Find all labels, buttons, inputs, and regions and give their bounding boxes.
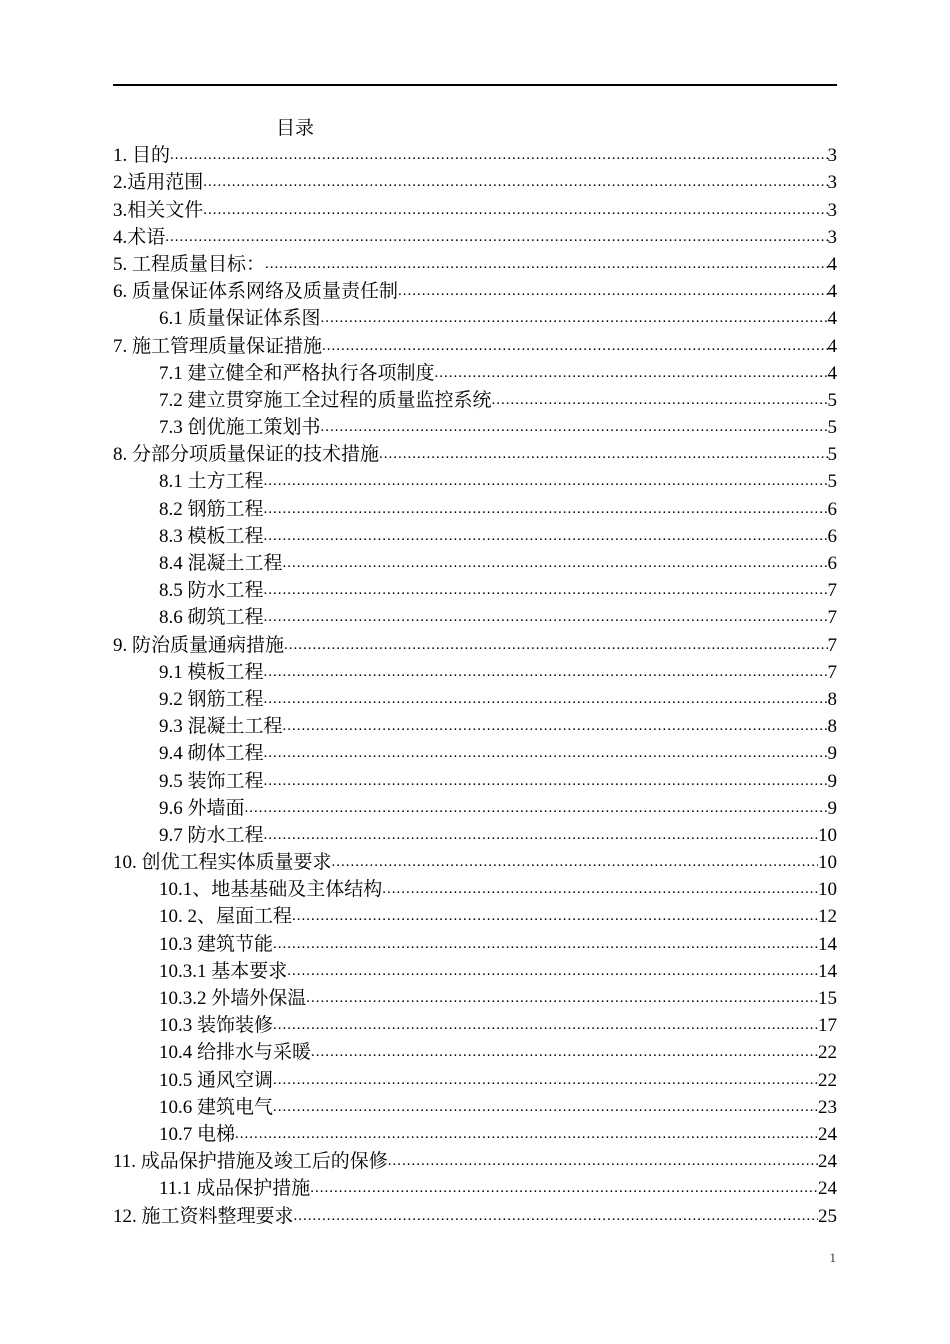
dot-leader — [283, 553, 828, 573]
toc-entry-label: 2.适用范围 — [113, 172, 204, 194]
toc-entry-page: 9 — [827, 743, 837, 765]
dot-leader — [264, 526, 828, 546]
toc-entry-label: 4.术语 — [113, 226, 166, 248]
dot-leader — [273, 934, 818, 954]
dot-leader — [294, 1206, 818, 1226]
toc-entry[interactable] — [113, 331, 837, 358]
toc-entry-page: 25 — [818, 1205, 837, 1227]
toc-entry-label: 7.3 创优施工策划书 — [159, 417, 321, 439]
toc-entry[interactable] — [113, 1147, 837, 1174]
toc-entry[interactable] — [113, 168, 837, 195]
toc-entry[interactable] — [113, 359, 837, 386]
toc-entry-label: 7.2 建立贯穿施工全过程的质量监控系统 — [159, 389, 492, 411]
toc-entry[interactable] — [113, 929, 837, 956]
toc-entry[interactable] — [113, 658, 837, 685]
toc-entry[interactable] — [113, 223, 837, 250]
toc-entry-label: 7. 施工管理质量保证措施 — [113, 335, 323, 357]
toc-entry-page: 5 — [827, 389, 837, 411]
toc-entry-label: 10.6 建筑电气 — [159, 1096, 274, 1118]
toc-entry-label: 10. 2、屋面工程 — [159, 906, 293, 928]
toc-entry-page: 5 — [827, 417, 837, 439]
dot-leader — [235, 1124, 818, 1144]
toc-entry-label: 8. 分部分项质量保证的技术措施 — [113, 444, 380, 466]
dot-leader — [264, 662, 828, 682]
dot-leader — [264, 743, 828, 763]
toc-entry-page: 9 — [827, 797, 837, 819]
toc-entry-label: 10.5 通风空调 — [159, 1069, 274, 1091]
dot-leader — [170, 145, 827, 165]
toc-entry-page: 14 — [818, 933, 837, 955]
dot-leader — [165, 227, 827, 247]
toc-entry[interactable] — [113, 277, 837, 304]
toc-entry-label: 11.1 成品保护措施 — [159, 1178, 311, 1200]
dot-leader — [292, 906, 818, 926]
toc-entry-label: 8.2 钢筋工程 — [159, 498, 264, 520]
toc-entry-label: 10.3 建筑节能 — [159, 933, 274, 955]
toc-entry-label: 10. 创优工程实体质量要求 — [113, 852, 332, 874]
toc-entry-label: 9.1 模板工程 — [159, 661, 264, 683]
dot-leader — [321, 417, 828, 437]
toc-entry-label: 9.6 外墙面 — [159, 797, 245, 819]
toc-entry-page: 10 — [818, 824, 837, 846]
toc-entry-page: 4 — [827, 253, 837, 275]
toc-entry[interactable] — [113, 522, 837, 549]
dot-leader — [273, 1015, 818, 1035]
toc-entry-label: 3.相关文件 — [113, 199, 204, 221]
toc-entry[interactable] — [113, 766, 837, 793]
toc-entry-page: 5 — [827, 471, 837, 493]
toc-entry[interactable] — [113, 957, 837, 984]
header-rule — [113, 84, 837, 86]
toc-entry[interactable] — [113, 1065, 837, 1092]
toc-entry[interactable] — [113, 821, 837, 848]
dot-leader — [273, 1070, 818, 1090]
toc-entry-label: 9.7 防水工程 — [159, 824, 264, 846]
dot-leader — [264, 499, 828, 519]
dot-leader — [273, 1097, 818, 1117]
toc-entry-label: 9.5 装饰工程 — [159, 770, 264, 792]
toc-entry[interactable] — [113, 1093, 837, 1120]
toc-entry[interactable] — [113, 549, 837, 576]
toc-entry-page: 8 — [827, 688, 837, 710]
toc-entry-label: 10.3.1 基本要求 — [159, 960, 288, 982]
toc-entry[interactable] — [113, 1201, 837, 1228]
toc-entry-page: 4 — [827, 308, 837, 330]
toc-entry-page: 17 — [818, 1015, 837, 1037]
toc-entry[interactable] — [113, 712, 837, 739]
toc-entry-label: 8.4 混凝土工程 — [159, 553, 283, 574]
toc-entry-label: 9. 防治质量通病措施 — [113, 634, 285, 656]
dot-leader — [310, 1178, 818, 1198]
dot-leader — [264, 607, 828, 627]
toc-entry-page: 3 — [827, 226, 837, 248]
toc-entry[interactable] — [113, 576, 837, 603]
toc-entry[interactable] — [113, 250, 837, 277]
toc-entry-label: 8.3 模板工程 — [159, 525, 264, 547]
dot-leader — [264, 825, 818, 845]
toc-entry[interactable] — [113, 440, 837, 467]
toc-entry-page: 4 — [827, 362, 837, 384]
toc-entry-page: 4 — [827, 335, 837, 357]
dot-leader — [382, 879, 818, 899]
dot-leader — [287, 961, 818, 981]
toc-entry[interactable] — [113, 1120, 837, 1147]
dot-leader — [264, 771, 828, 791]
toc-entry[interactable] — [113, 794, 837, 821]
toc-entry[interactable] — [113, 984, 837, 1011]
page-number: 1 — [829, 1250, 836, 1265]
toc-entry-page: 7 — [827, 661, 837, 683]
toc-entry-label: 5. 工程质量目标： — [113, 253, 266, 275]
toc-entry-label: 12. 施工资料整理要求 — [113, 1205, 294, 1227]
toc-entry-page: 10 — [818, 852, 837, 874]
toc-entry-page: 6 — [827, 553, 837, 574]
toc-entry-page: 8 — [827, 716, 837, 738]
toc-entry-page: 5 — [827, 444, 837, 466]
toc-entry-page: 6 — [827, 498, 837, 520]
dot-leader — [321, 308, 828, 328]
toc-entry[interactable] — [113, 141, 837, 168]
toc-entry-label: 11. 成品保护措施及竣工后的保修 — [113, 1151, 388, 1173]
dot-leader — [203, 200, 827, 220]
toc-entry-page: 7 — [827, 634, 837, 656]
dot-leader — [265, 254, 827, 274]
toc-title: 目录 — [276, 118, 315, 139]
toc-entry-page: 3 — [827, 199, 837, 221]
dot-leader — [264, 471, 828, 491]
toc-entry[interactable] — [113, 494, 837, 521]
toc-entry[interactable] — [113, 413, 837, 440]
dot-leader — [264, 689, 828, 709]
toc-entry-label: 8.6 砌筑工程 — [159, 607, 264, 629]
toc-entry-label: 9.3 混凝土工程 — [159, 716, 283, 738]
toc-entry-page: 3 — [827, 145, 837, 167]
toc-entry-page: 10 — [818, 879, 837, 901]
toc-entry-label: 8.5 防水工程 — [159, 580, 264, 602]
toc-entry-page: 4 — [827, 281, 837, 303]
dot-leader — [284, 635, 827, 655]
toc-entry-label: 7.1 建立健全和严格执行各项制度 — [159, 362, 435, 384]
toc-entry[interactable] — [113, 902, 837, 929]
toc-entry[interactable] — [113, 195, 837, 222]
toc-entry-page: 15 — [818, 988, 837, 1009]
toc-entry[interactable] — [113, 467, 837, 494]
toc-entry[interactable] — [113, 739, 837, 766]
toc-entry-page: 22 — [818, 1042, 837, 1064]
toc-entry-label: 9.2 钢筋工程 — [159, 688, 264, 710]
dot-leader — [203, 172, 827, 192]
toc-entry-page: 7 — [827, 580, 837, 602]
toc-entry-page: 22 — [818, 1069, 837, 1091]
toc-entry-page: 9 — [827, 770, 837, 792]
toc-entry[interactable] — [113, 304, 837, 331]
dot-leader — [398, 281, 827, 301]
toc-entry-page: 6 — [827, 525, 837, 547]
toc-entry-label: 1. 目的 — [113, 145, 171, 167]
toc-entry-label: 8.1 土方工程 — [159, 471, 264, 493]
toc-entry-label: 6.1 质量保证体系图 — [159, 308, 321, 330]
toc-entry[interactable] — [113, 1174, 837, 1201]
toc-entry-page: 3 — [827, 172, 837, 194]
toc-entry-page: 7 — [827, 607, 837, 629]
toc-entry-page: 14 — [818, 960, 837, 982]
toc-entry-page: 12 — [818, 906, 837, 928]
dot-leader — [283, 716, 828, 736]
toc-entry-label: 6. 质量保证体系网络及质量责任制 — [113, 281, 399, 303]
toc-entry-page: 24 — [818, 1151, 837, 1173]
toc-entry[interactable] — [113, 603, 837, 630]
dot-leader — [322, 336, 827, 356]
toc-entry-page: 24 — [818, 1123, 837, 1145]
toc-entry-label: 10.7 电梯 — [159, 1123, 236, 1145]
toc-entry[interactable] — [113, 1038, 837, 1065]
toc-entry-label: 10.1、地基基础及主体结构 — [159, 879, 383, 901]
toc-entry-page: 24 — [818, 1178, 837, 1200]
toc-entry[interactable] — [113, 630, 837, 657]
toc-entry-page: 23 — [818, 1096, 837, 1118]
toc-entry[interactable] — [113, 386, 837, 413]
dot-leader — [306, 988, 818, 1008]
table-of-contents — [113, 141, 837, 1229]
dot-leader — [492, 390, 828, 410]
toc-entry-label: 9.4 砌体工程 — [159, 743, 264, 765]
toc-entry[interactable] — [113, 1011, 837, 1038]
toc-entry-label: 10.4 给排水与采暖 — [159, 1042, 312, 1064]
toc-entry[interactable] — [113, 848, 837, 875]
dot-leader — [311, 1042, 818, 1062]
dot-leader — [264, 580, 828, 600]
toc-entry[interactable] — [113, 875, 837, 902]
dot-leader — [435, 363, 828, 383]
toc-entry-label: 10.3.2 外墙外保温 — [159, 988, 307, 1009]
toc-entry[interactable] — [113, 685, 837, 712]
dot-leader — [332, 852, 818, 872]
toc-entry-label: 10.3 装饰装修 — [159, 1015, 274, 1037]
dot-leader — [388, 1151, 818, 1171]
dot-leader — [379, 444, 827, 464]
dot-leader — [245, 798, 828, 818]
